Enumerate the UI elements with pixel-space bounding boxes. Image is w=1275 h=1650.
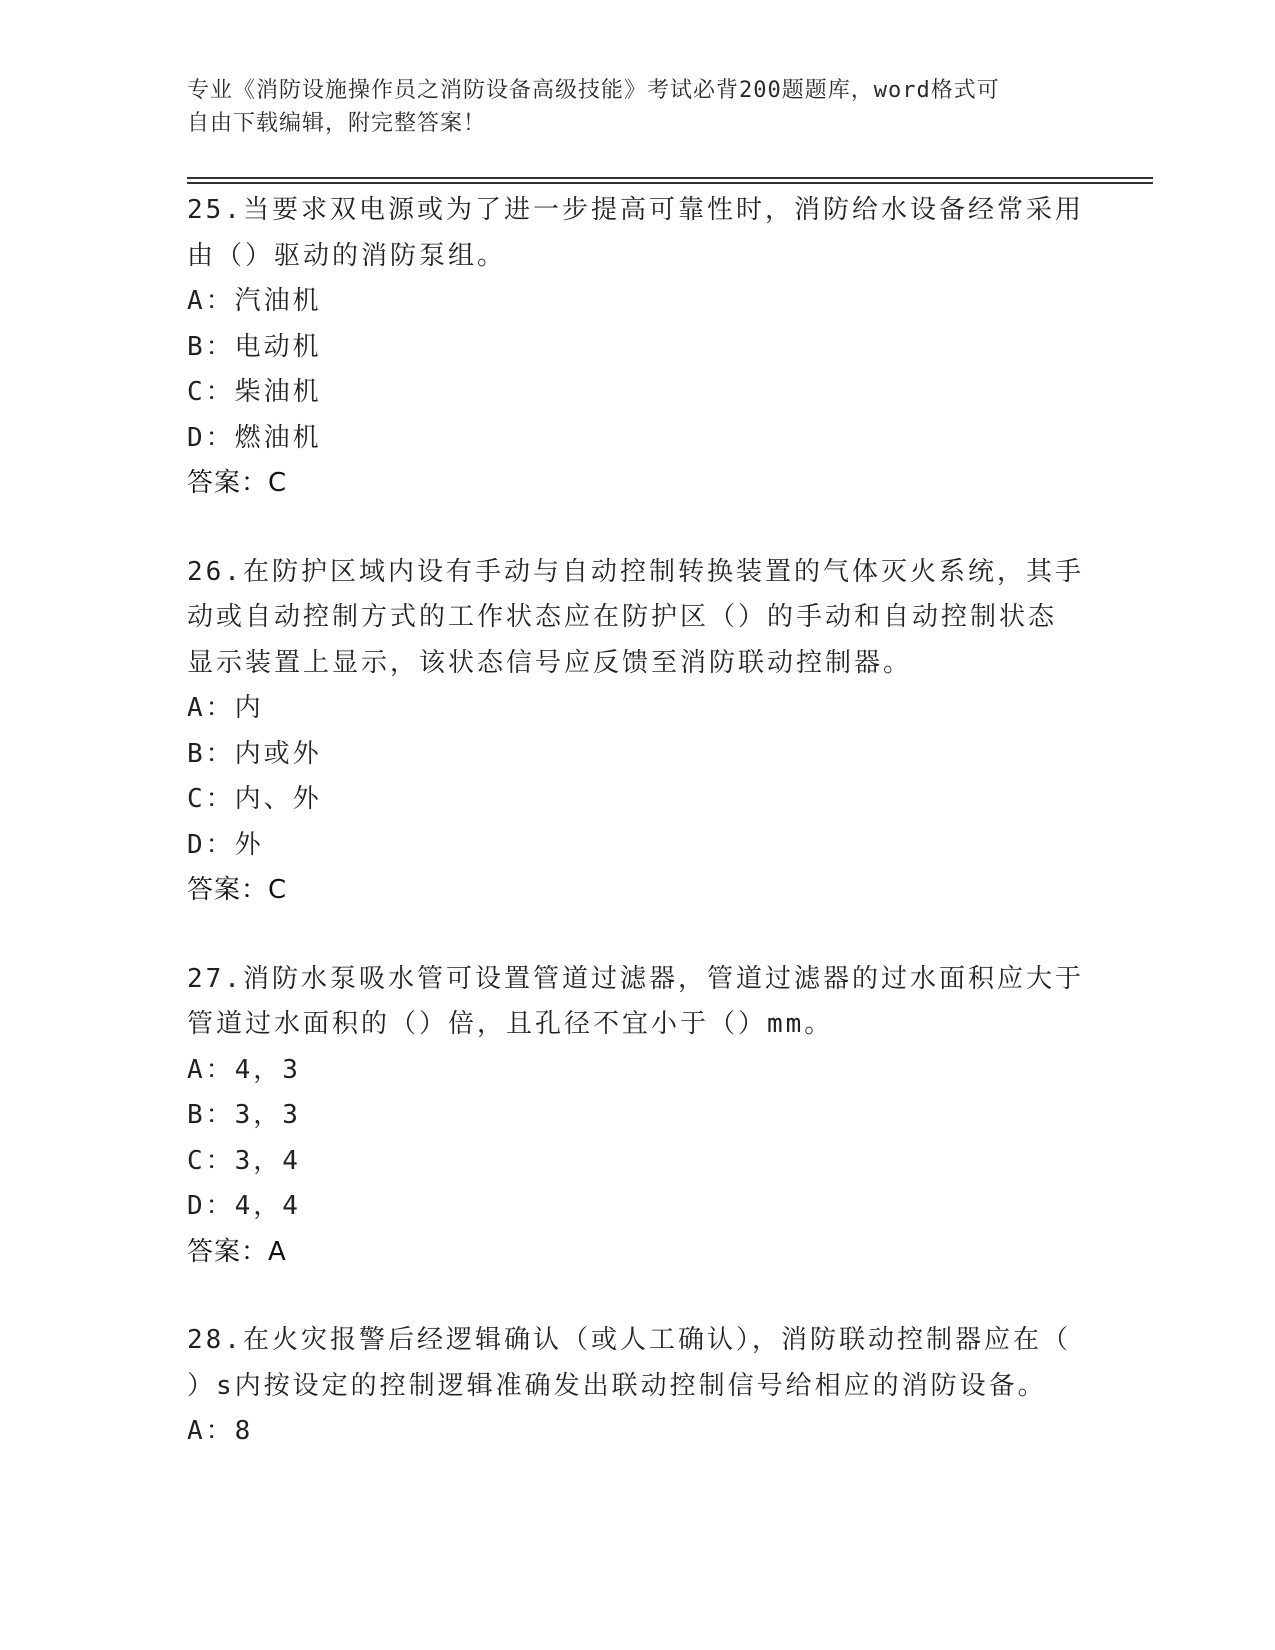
question-25 — [187, 188, 1087, 507]
answer-label: 答案：A — [187, 1236, 287, 1267]
question-text-line: ）s内按设定的控制逻辑准确发出联动控制信号给相应的消防设备。 — [187, 1370, 1047, 1401]
header-divider-top — [187, 177, 1153, 179]
document-header — [187, 74, 1067, 140]
question-text-line: 由（）驱动的消防泵组。 — [187, 240, 507, 271]
question-text-line: 26.在防护区域内设有手动与自动控制转换装置的气体灭火系统，其手 — [187, 556, 1084, 587]
header-divider-bottom — [187, 182, 1153, 184]
option-b: B：3，3 — [187, 1100, 301, 1130]
option-d: D：燃油机 — [187, 422, 322, 453]
option-c: C：内、外 — [187, 784, 322, 814]
option-c: C：柴油机 — [187, 377, 322, 407]
question-text-line: 显示装置上显示，该状态信号应反馈至消防联动控制器。 — [187, 647, 913, 678]
answer-label: 答案：C — [187, 875, 288, 905]
question-text-line: 28.在火灾报警后经逻辑确认（或人工确认），消防联动控制器应在（ — [187, 1325, 1071, 1355]
answer-label: 答案：C — [187, 468, 288, 498]
option-d: D：外 — [187, 829, 264, 860]
option-a: A：汽油机 — [187, 286, 322, 316]
option-b: B：内或外 — [187, 738, 322, 769]
question-text-line: 27.消防水泵吸水管可设置管道过滤器，管道过滤器的过水面积应大于 — [187, 963, 1084, 994]
option-b: B：电动机 — [187, 331, 322, 362]
header-title-line-2: 自由下载编辑，附完整答案！ — [187, 111, 487, 136]
header-title-line-1: 专业《消防设施操作员之消防设备高级技能》考试必背200题题库，word格式可 — [187, 78, 1000, 103]
question-text-line: 动或自动控制方式的工作状态应在防护区（）的手动和自动控制状态 — [187, 602, 1058, 632]
option-a: A：8 — [187, 1416, 254, 1446]
question-26 — [187, 550, 1087, 914]
question-28 — [187, 1318, 1087, 1455]
question-list — [187, 188, 1087, 1498]
option-a: A：内 — [187, 693, 264, 723]
question-27 — [187, 957, 1087, 1276]
question-text-line: 25.当要求双电源或为了进一步提高可靠性时，消防给水设备经常采用 — [187, 195, 1084, 225]
question-text-line: 管道过水面积的（）倍，且孔径不宜小于（）mm。 — [187, 1009, 834, 1039]
option-d: D：4，4 — [187, 1191, 301, 1221]
option-a: A：4，3 — [187, 1054, 301, 1085]
option-c: C：3，4 — [187, 1145, 301, 1176]
